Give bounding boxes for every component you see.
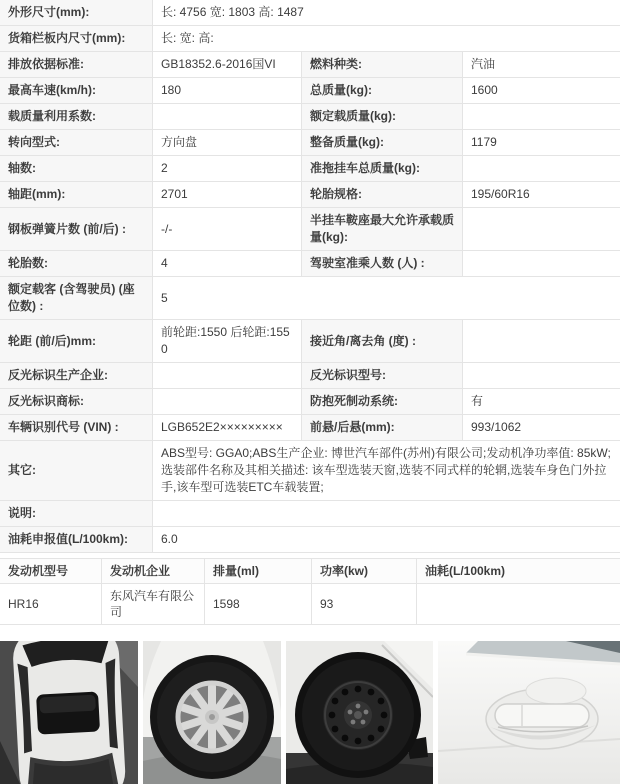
spec-label: 额定载质量(kg): [302,104,463,130]
spec-row [0,363,620,389]
alloy-wheel-illustration [143,641,281,784]
door-handle-illustration [438,641,620,784]
spec-value [153,389,302,415]
spec-value [153,501,620,527]
spec-row [0,78,620,104]
engine-header-cell: 排量(ml) [205,559,312,584]
spec-value: 993/1062 [463,415,620,441]
spec-value: 汽油 [463,52,620,78]
engine-table-header [0,559,620,584]
engine-row [0,584,620,625]
spec-label: 排放依据标准: [0,52,153,78]
roof-sunroof-illustration [0,641,138,784]
spec-label: 最高车速(km/h): [0,78,153,104]
spec-label: 防抱死制动系统: [302,389,463,415]
spec-value: ABS型号: GGA0;ABS生产企业: 博世汽车部件(苏州)有限公司;发动机净功率值: 85kW;选装部件名称及其相关描述: 该车型选装天窗,选装不同式样的轮辋,选装车身色门外拉手,该车型可选装ETC车载装置; [153,441,620,501]
engine-header-cell: 发动机型号 [0,559,102,584]
spec-row [0,501,620,527]
spec-value: 6.0 [153,527,620,553]
spec-value: 1600 [463,78,620,104]
spec-value [153,363,302,389]
spec-label: 载质量利用系数: [0,104,153,130]
vehicle-photos [0,641,620,784]
spec-value [463,363,620,389]
spec-label: 总质量(kg): [302,78,463,104]
spec-row [0,389,620,415]
spec-label: 轮胎数: [0,251,153,277]
spec-row [0,52,620,78]
spec-row [0,441,620,501]
spec-label: 接近角/离去角 (度) : [302,320,463,363]
engine-header-cell: 油耗(L/100km) [417,559,620,584]
spec-label: 反光标识商标: [0,389,153,415]
spec-label: 车辆识别代号 (VIN) : [0,415,153,441]
spec-value: 2 [153,156,302,182]
spec-label: 反光标识型号: [302,363,463,389]
roof-sunroof-photo [0,641,138,784]
spec-row [0,320,620,363]
spec-value: -/- [153,208,302,251]
engine-cell: 东风汽车有限公司 [102,584,205,625]
spec-value [153,104,302,130]
engine-cell: 1598 [205,584,312,625]
engine-cell [417,584,620,625]
spec-value: 4 [153,251,302,277]
engine-header-cell: 功率(kw) [312,559,417,584]
engine-table-body [0,584,620,625]
spec-value [463,208,620,251]
spec-row [0,251,620,277]
spec-row [0,208,620,251]
spec-row [0,156,620,182]
spec-label: 燃料种类: [302,52,463,78]
spec-value: 195/60R16 [463,182,620,208]
spec-row [0,0,620,26]
spec-row [0,415,620,441]
spec-row [0,527,620,553]
spec-value: 5 [153,277,620,320]
spec-row [0,182,620,208]
spec-label: 整备质量(kg): [302,130,463,156]
spec-value: LGB652E2××××××××× [153,415,302,441]
spec-label: 油耗申报值(L/100km): [0,527,153,553]
alloy-wheel-photo [143,641,281,784]
spec-label: 货箱栏板内尺寸(mm): [0,26,153,52]
spec-value [463,104,620,130]
spec-value: 方向盘 [153,130,302,156]
spec-value: 有 [463,389,620,415]
spec-value: 180 [153,78,302,104]
spec-value [463,156,620,182]
spec-label: 反光标识生产企业: [0,363,153,389]
engine-table [0,558,620,625]
spec-label: 其它: [0,441,153,501]
spec-row [0,26,620,52]
engine-cell: HR16 [0,584,102,625]
engine-cell: 93 [312,584,417,625]
spec-label: 转向型式: [0,130,153,156]
spec-value: 长: 4756 宽: 1803 高: 1487 [153,0,620,26]
steel-wheel-illustration [286,641,433,784]
spec-value: GB18352.6-2016国VI [153,52,302,78]
spec-label: 额定载客 (含驾驶员) (座位数) : [0,277,153,320]
spec-row [0,104,620,130]
spec-label: 轴数: [0,156,153,182]
spec-label: 驾驶室准乘人数 (人) : [302,251,463,277]
spec-value: 1179 [463,130,620,156]
spec-label: 轮胎规格: [302,182,463,208]
spec-value [463,320,620,363]
door-handle-photo [438,641,620,784]
spec-value: 前轮距:1550 后轮距:1550 [153,320,302,363]
spec-label: 说明: [0,501,153,527]
spec-value [463,251,620,277]
spec-label: 准拖挂车总质量(kg): [302,156,463,182]
spec-label: 轮距 (前/后)mm: [0,320,153,363]
engine-header-cell: 发动机企业 [102,559,205,584]
spec-label: 轴距(mm): [0,182,153,208]
spec-value: 2701 [153,182,302,208]
spec-label: 半挂车鞍座最大允许承载质量(kg): [302,208,463,251]
spec-value: 长: 宽: 高: [153,26,620,52]
spec-label: 前悬/后悬(mm): [302,415,463,441]
spec-label: 钢板弹簧片数 (前/后) : [0,208,153,251]
spec-row [0,277,620,320]
steel-wheel-photo [286,641,433,784]
spec-row [0,130,620,156]
spec-label: 外形尺寸(mm): [0,0,153,26]
